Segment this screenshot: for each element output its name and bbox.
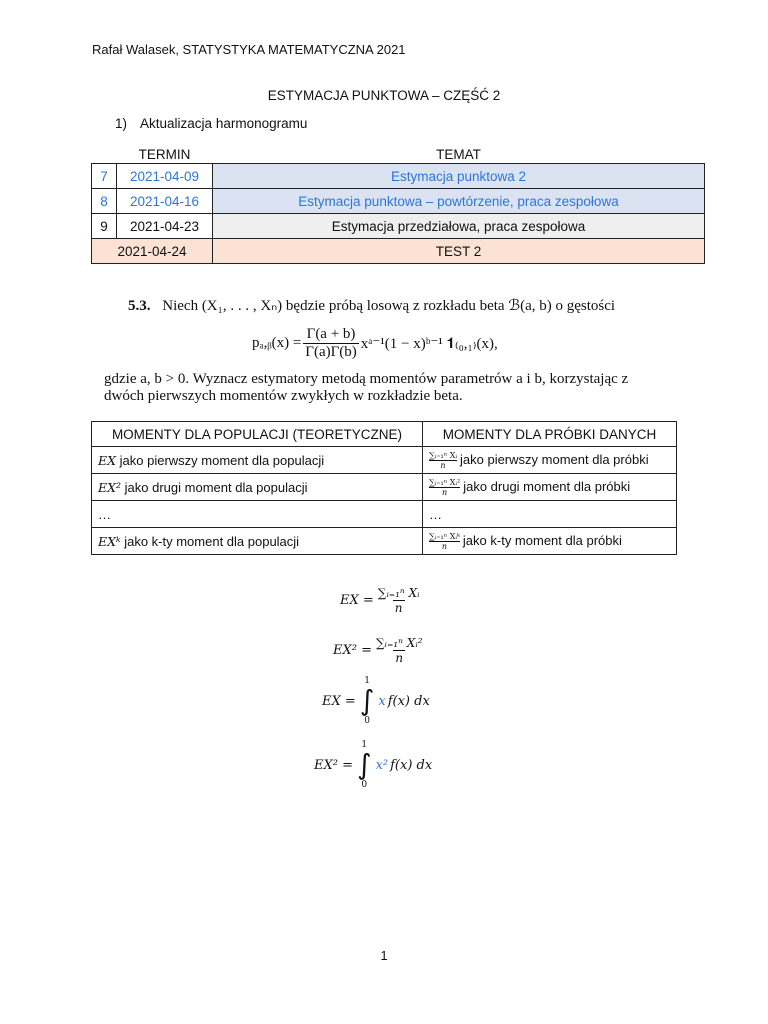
population-moment-cell [92,501,423,528]
integrand-rest: f(x) dx [387,693,430,709]
schedule-row-topic: Estymacja punktowa – powtórzenie, praca zespołowa [213,189,705,214]
sample-moment-numerator: ∑ᵢ₌₁ⁿ Xᵢ² [428,477,461,487]
equation-lhs: EX = [322,693,356,709]
schedule-row-topic: Estymacja punktowa 2 [213,164,705,189]
moments-header-row [92,422,677,447]
sample-moment-numerator: ∑ᵢ₌₁ⁿ Xᵢ [428,450,457,460]
schedule-test-topic: TEST 2 [213,239,705,264]
moments-row [92,528,677,555]
equation-fraction [376,586,422,615]
sample-moment-denominator: n [429,460,457,470]
integrand-variable: x² [375,757,389,773]
integrand-rest: f(x) dx [390,757,433,773]
integral-sign [357,740,372,790]
sample-moment-text: … [428,506,442,522]
moments-table [91,421,677,555]
schedule-row [92,214,705,239]
density-formula [252,326,498,361]
schedule-test-row [92,239,705,264]
schedule-row-number: 8 [92,189,117,214]
schedule-header-blank [92,145,117,164]
sample-moment-fraction [429,478,460,497]
schedule-row-date: 2021-04-23 [117,214,213,239]
schedule-row-number: 7 [92,164,117,189]
sample-moment-text: jako drugi moment dla próbki [463,478,631,494]
population-moment-text: … [98,506,111,522]
document-title: ESTYMACJA PUNKTOWA – CZĘŚĆ 2 [267,88,501,103]
population-moment-text: jako drugi moment dla populacji [121,479,308,495]
integral-icon: ∫ [356,748,372,781]
population-moment-cell [92,447,423,474]
equation-second-moment-integral [314,740,432,790]
header-author-line: Rafał Walasek, STATYSTYKA MATEMATYCZNA 2021 [92,42,406,57]
section-title: Aktualizacja harmonogramu [140,116,308,131]
schedule-row-date: 2021-04-16 [117,189,213,214]
population-moment-symbol: EX [98,452,117,468]
integral-upper-limit: 1 [364,676,370,686]
population-moment-text: jako k-ty moment dla populacji [120,533,300,549]
sample-moment-text: jako k-ty moment dla próbki [462,532,622,548]
equation-lhs: EX² = [314,757,353,773]
sample-moment-denominator: n [429,487,460,497]
problem-instruction [104,371,628,405]
integral-upper-limit: 1 [361,740,368,750]
density-denominator: Γ(a)Γ(b) [305,344,357,360]
population-moment-cell [92,528,423,555]
density-numerator: Γ(a + b) [306,326,356,342]
population-moment-symbol: EXᵏ [98,533,121,549]
schedule-header-temat: TEMAT [436,146,481,162]
schedule-row-topic: Estymacja przedziałowa, praca zespołowa [213,214,705,239]
schedule-test-date: 2021-04-24 [92,239,213,264]
problem-statement [128,296,615,315]
sample-moment-denominator: n [429,541,460,551]
sample-moment-cell [422,501,676,528]
moments-row [92,474,677,501]
sample-moment-fraction [429,451,457,470]
instruction-line-2: dwóch pierwszych momentów zwykłych w rozkładzie beta. [104,388,463,404]
moments-header-sample: MOMENTY DLA PRÓBKI DANYCH [422,422,676,447]
sample-moment-cell [422,528,676,555]
integral-lower-limit: 0 [364,716,370,726]
integral-icon: ∫ [359,684,375,717]
section-number: 1) [115,116,128,131]
schedule-row [92,189,705,214]
schedule-header-row [92,145,705,164]
equation-numerator: ∑ᵢ₌₁ⁿ Xᵢ [377,586,420,600]
density-fraction [303,326,358,361]
population-moment-cell [92,474,423,501]
problem-number: 5.3. [128,298,151,314]
schedule-table [91,145,705,264]
moments-row [92,447,677,474]
problem-text: Niech (X₁, . . . , Xₙ) będzie próbą losową z rozkładu beta ℬ(a, b) o gęstości [162,298,616,314]
schedule-header-termin: TERMIN [138,146,191,162]
sample-moment-numerator: ∑ᵢ₌₁ⁿ Xᵢᵏ [428,531,460,541]
integral-lower-limit: 0 [361,780,368,790]
equation-first-moment-integral [322,676,430,726]
equation-second-moment [333,636,427,665]
equation-fraction [374,636,425,665]
equation-denominator: n [394,601,403,615]
equation-denominator: n [395,651,404,665]
equation-first-moment [340,586,424,615]
density-rhs: xᵃ⁻¹(1 − x)ᵇ⁻¹ 𝟏₍₀,₁₎(x), [360,336,498,352]
population-moment-symbol: EX² [98,479,122,495]
equation-lhs: EX = [340,593,374,608]
density-lhs: pₐ,ᵦ(x) = [252,335,302,351]
instruction-line-1: gdzie a, b > 0. Wyznacz estymatory metodą momentów parametrów a i b, korzystając z [104,371,629,387]
sample-moment-cell [422,447,676,474]
sample-moment-cell [422,474,676,501]
moments-header-population: MOMENTY DLA POPULACJI (TEORETYCZNE) [92,422,423,447]
schedule-row-number: 9 [92,214,117,239]
population-moment-text: jako pierwszy moment dla populacji [116,452,325,468]
sample-moment-text: jako pierwszy moment dla próbki [460,451,649,467]
sample-moment-fraction [429,532,460,551]
schedule-row-date: 2021-04-09 [117,164,213,189]
page-number: 1 [380,948,388,963]
integral-sign [360,676,375,726]
equation-lhs: EX² = [333,643,372,658]
moments-row [92,501,677,528]
integrand-variable: x [378,693,386,709]
schedule-row [92,164,705,189]
section-heading [115,116,307,131]
equation-numerator: ∑ᵢ₌₁ⁿ Xᵢ² [375,636,423,650]
